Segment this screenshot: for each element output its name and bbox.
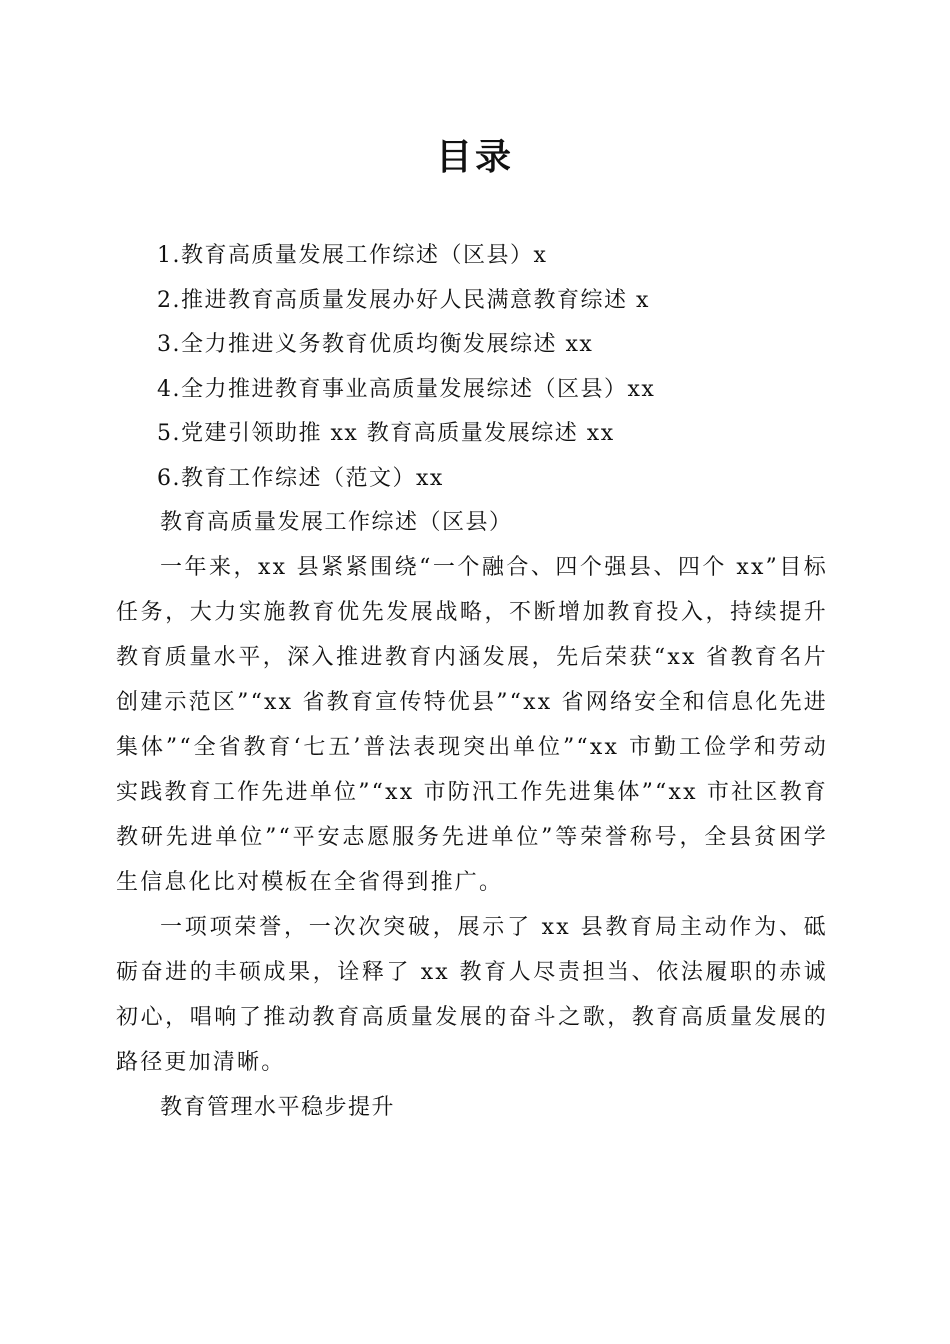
table-of-contents: [157, 234, 837, 502]
toc-item: 4.全力推进教育事业高质量发展综述（区县）xx: [157, 376, 656, 402]
toc-item: 6.教育工作综述（范文）xx: [157, 465, 444, 491]
article-body: [116, 500, 828, 1130]
body-paragraph: 一项项荣誉，一次次突破，展示了 xx 县教育局主动作为、砥砺奋进的丰硕成果，诠释了 xx 教育人尽责担当、依法履职的赤诚初心，唱响了推动教育高质量发展的奋斗之歌，教育高质量发展的路径更加清晰。: [116, 915, 828, 1075]
page-title: 目录: [435, 137, 514, 178]
toc-item: 3.全力推进义务教育优质均衡发展综述 xx: [157, 332, 594, 358]
section-title: 教育高质量发展工作综述（区县）: [160, 510, 513, 535]
section-subheading: 教育管理水平稳步提升: [160, 1095, 396, 1120]
toc-item: 1.教育高质量发展工作综述（区县）x: [157, 243, 548, 268]
body-paragraph: 一年来，xx 县紧紧围绕“一个融合、四个强县、四个 xx”目标任务，大力实施教育优先发展战略，不断增加教育投入，持续提升教育质量水平，深入推进教育内涵发展，先后荣获“xx 省教育名片创建示范区”“xx 省教育宣传特优县”“xx 省网络安全和信息化先进集体”“全省教育‘七五’普法表现突出单位”“xx 市勤工俭学和劳动实践教育工作先进单位”“xx 市防汛工作先进集体”“xx 市社区教育教研先进单位”“平安志愿服务先进单位”等荣誉称号，全县贫困学生信息化比对模板在全省得到推广。: [116, 555, 828, 895]
toc-item: 2.推进教育高质量发展办好人民满意教育综述 x: [157, 287, 650, 313]
toc-item: 5.党建引领助推 xx 教育高质量发展综述 xx: [157, 421, 615, 447]
